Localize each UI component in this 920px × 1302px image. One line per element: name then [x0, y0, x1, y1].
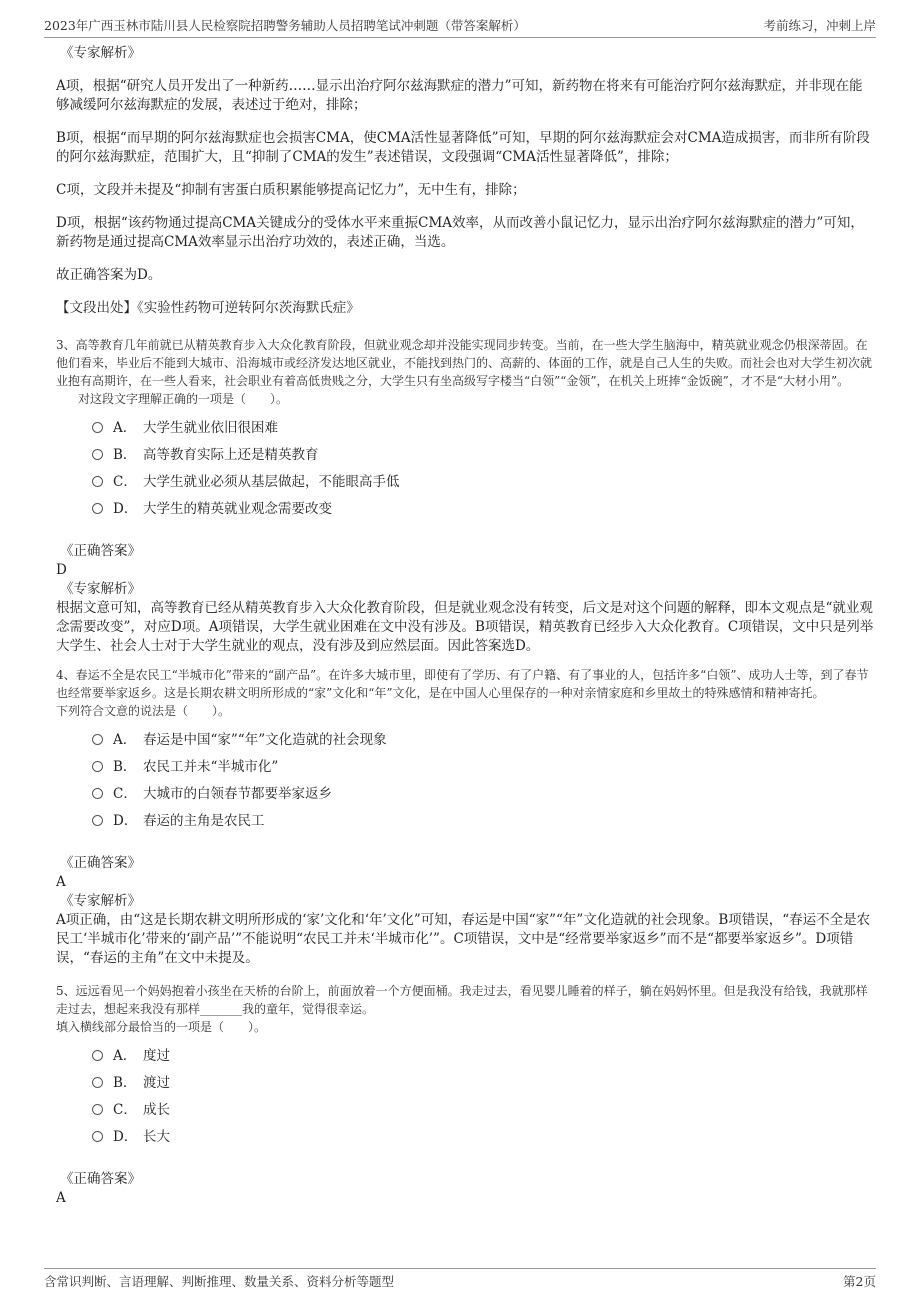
header-slogan: 考前练习，冲刺上岸	[763, 18, 876, 33]
q4-option-b[interactable]: B． 农民工并未“半城市化”	[92, 751, 876, 778]
q2-analysis-b: B项，根据“而早期的阿尔兹海默症也会损害CMA，使CMA活性显著降低”可知，早期的阿尔兹海默症会对CMA造成损害，而非所有阶段的阿尔兹海默症，范围扩大，且“抑制了CMA的发生”表述错误，文段强调“CMA活性显著降低”，排除；	[56, 130, 870, 165]
radio-icon[interactable]	[92, 422, 103, 433]
page-number: 第2页	[843, 1274, 876, 1289]
q2-analysis-c: C项，文段并未提及“抑制有害蛋白质积累能够提高记忆力”，无中生有，排除；	[56, 182, 526, 198]
q5-answer-label: 《正确答案》	[60, 1171, 141, 1187]
radio-icon[interactable]	[92, 1077, 103, 1088]
q2-conclusion: 故正确答案为D。	[56, 267, 162, 283]
q5-options	[92, 1040, 876, 1148]
radio-icon[interactable]	[92, 815, 103, 826]
q2-analysis-label: 《专家解析》	[60, 45, 141, 61]
q3-prompt: 对这段文字理解正确的一项是（ ）。	[78, 392, 289, 406]
q3-answer: D	[56, 562, 67, 578]
q2-source: 【文段出处】《实验性药物可逆转阿尔茨海默氏症》	[56, 300, 360, 316]
q5-stem: 5、远远看见一个妈妈抱着小孩坐在天桥的台阶上，前面放着一个方便面桶。我走过去，看见婴儿睡着的样子，躺在妈妈怀里。但是我没有给钱，我就那样走过去，想起来我没有那样_______我的童年，觉得很幸运。	[56, 984, 868, 1016]
q4-option-a[interactable]: A． 春运是中国“家”“年”文化造就的社会现象	[92, 724, 876, 751]
radio-icon[interactable]	[92, 788, 103, 799]
page-header	[44, 10, 876, 38]
q4-options	[92, 724, 876, 832]
q5-option-c[interactable]: C． 成长	[92, 1094, 876, 1121]
radio-icon[interactable]	[92, 503, 103, 514]
page-content	[56, 44, 876, 1208]
q5-answer: A	[56, 1190, 66, 1206]
radio-icon[interactable]	[92, 1050, 103, 1061]
q4-option-c[interactable]: C． 大城市的白领春节都要举家返乡	[92, 778, 876, 805]
q5-option-b[interactable]: B． 渡过	[92, 1067, 876, 1094]
radio-icon[interactable]	[92, 734, 103, 745]
q5-option-d[interactable]: D． 长大	[92, 1121, 876, 1148]
q4-analysis-label: 《专家解析》	[60, 893, 141, 909]
q4-answer-label: 《正确答案》	[60, 855, 141, 871]
q3-stem: 3、高等教育几年前就已从精英教育步入大众化教育阶段，但就业观念却并没能实现同步转变。当前，在一些大学生脑海中，精英就业观念仍根深蒂固。在他们看来，毕业后不能到大城市、沿海城市或经济发达地区就业，不能找到热门的、高薪的、体面的工作，就是自己人生的失败。而社会也对大学生初次就业抱有高期许，在一些人看来，社会职业有着高低贵贱之分，大学生只有坐高级写字楼当“白领”“金领”，在机关上班捧“金饭碗”，才不是“大材小用”。	[56, 338, 873, 388]
q3-analysis: 根据文意可知，高等教育已经从精英教育步入大众化教育阶段，但是就业观念没有转变，后文是对这个问题的解释，即本文观点是“就业观念需要改变”，对应D项。A项错误，大学生就业困难在文中没有涉及。B项错误，精英教育已经步入大众化教育。C项错误，文中只是列举大学生、社会人士对于大学生就业的观点，没有涉及到应然层面。因此答案选D。	[56, 600, 874, 654]
q4-option-d[interactable]: D． 春运的主角是农民工	[92, 805, 876, 832]
q4-stem: 4、春运不全是农民工“半城市化”带来的“副产品”。在许多大城市里，即使有了学历、有了户籍、有了事业的人，包括许多“白领”、成功人士等，到了春节也经常要举家返乡。这是长期农耕文明所形成的“家”文化和“年”文化，是在中国人心里保存的一种对亲情家庭和乡里故土的特殊感情和精神寄托。	[56, 668, 869, 700]
q3-option-c[interactable]: C． 大学生就业必须从基层做起，不能眼高手低	[92, 466, 876, 493]
q3-analysis-label: 《专家解析》	[60, 581, 141, 597]
q4-prompt: 下列符合文意的说法是（ ）。	[56, 704, 231, 718]
radio-icon[interactable]	[92, 1131, 103, 1142]
q3-options	[92, 412, 876, 520]
q2-analysis-d: D项，根据“该药物通过提高CMA关键成分的受体水平来重振CMA效率，从而改善小鼠记忆力，显示出治疗阿尔兹海默症的潜力”可知，新药物是通过提高CMA效率显示出治疗功效的，表述正确，当选。	[56, 215, 864, 250]
footer-description: 含常识判断、言语理解、判断推理、数量关系、资料分析等题型	[44, 1274, 395, 1289]
radio-icon[interactable]	[92, 761, 103, 772]
q5-option-a[interactable]: A． 度过	[92, 1040, 876, 1067]
q2-analysis-a: A项，根据“研究人员开发出了一种新药……显示出治疗阿尔兹海默症的潜力”可知，新药物在将来有可能治疗阿尔兹海默症，并非现在能够减缓阿尔兹海默症的发展，表述过于绝对，排除；	[56, 78, 863, 113]
q3-option-a[interactable]: A． 大学生就业依旧很困难	[92, 412, 876, 439]
q3-answer-label: 《正确答案》	[60, 543, 141, 559]
q4-answer: A	[56, 874, 66, 890]
q3-option-d[interactable]: D． 大学生的精英就业观念需要改变	[92, 493, 876, 520]
radio-icon[interactable]	[92, 1104, 103, 1115]
radio-icon[interactable]	[92, 449, 103, 460]
document-title: 2023年广西玉林市陆川县人民检察院招聘警务辅助人员招聘笔试冲刺题（带答案解析）	[44, 18, 526, 33]
q3-option-b[interactable]: B． 高等教育实际上还是精英教育	[92, 439, 876, 466]
page-footer	[44, 1268, 876, 1296]
q5-prompt: 填入横线部分最恰当的一项是（ ）。	[56, 1020, 267, 1034]
q4-analysis: A项正确，由“这是长期农耕文明所形成的‘家’文化和‘年’文化”可知，春运是中国“家”“年”文化造就的社会现象。B项错误，“春运不全是农民工‘半城市化’带来的‘副产品’”不能说明“农民工并未‘半城市化’”。C项错误，文中是“经常要举家返乡”而不是“都要举家返乡”。D项错误，“春运的主角”在文中未提及。	[56, 912, 871, 966]
radio-icon[interactable]	[92, 476, 103, 487]
